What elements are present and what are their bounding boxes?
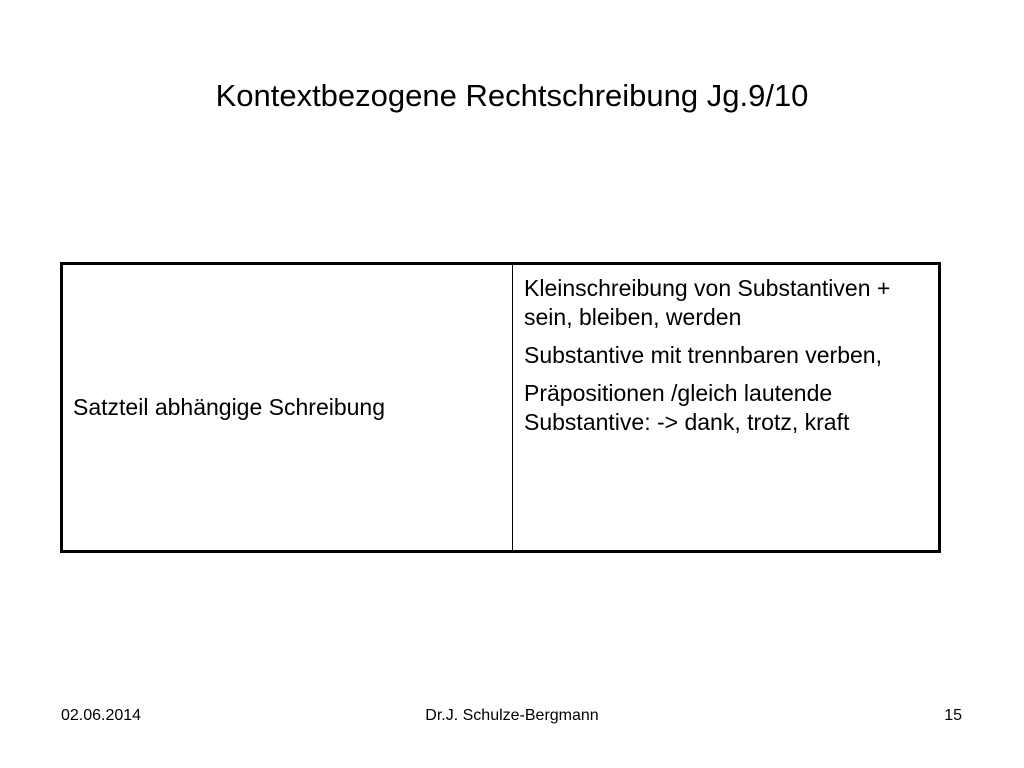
content-table xyxy=(60,262,941,553)
paragraph: Kleinschreibung von Substantiven + sein, bleiben, werden xyxy=(524,275,891,330)
slide-title: Kontextbezogene Rechtschreibung Jg.9/10 xyxy=(215,78,809,113)
table-row xyxy=(62,264,940,552)
table-cell-left: Satzteil abhängige Schreibung xyxy=(62,264,513,552)
table-cell-right xyxy=(513,264,940,552)
paragraph: Präpositionen /gleich lautende Substantive: -> dank, trotz, kraft xyxy=(524,380,850,435)
footer-author: Dr.J. Schulze-Bergmann xyxy=(425,707,599,724)
paragraph: Substantive mit trennbaren verben, xyxy=(524,342,882,368)
footer-page-number: 15 xyxy=(944,707,962,724)
footer-date: 02.06.2014 xyxy=(61,707,142,724)
